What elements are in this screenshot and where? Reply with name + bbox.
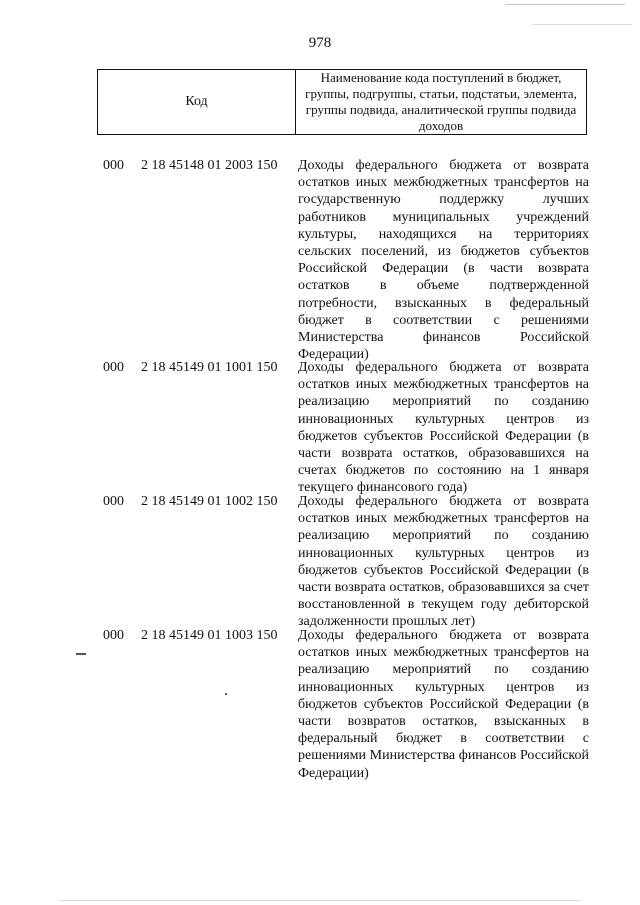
header-code-cell: Код	[98, 70, 296, 134]
admin-code: 000	[103, 494, 124, 509]
revenue-description: Доходы федерального бюджета от возврата остатков иных межбюджетных трансфертов на государственную поддержку лучших работников муниципальных учреждений культуры, находящихся на территориях сельских поселений, из бюджетов субъектов Российской Федерации (в части возврата остатков в объеме подтвержденной потребности, взысканных в федеральный бюджет в соответствии с решениями Министерства финансов Российской Федерации)	[298, 158, 589, 363]
admin-code: 000	[103, 628, 124, 643]
revenue-code: 2 18 45149 01 1003 150	[141, 628, 278, 643]
scan-edge-line	[505, 4, 625, 5]
revenue-code: 2 18 45149 01 1001 150	[141, 360, 278, 375]
revenue-code: 2 18 45148 01 2003 150	[141, 158, 278, 173]
page-number: 978	[308, 35, 332, 51]
revenue-description: Доходы федерального бюджета от возврата остатков иных межбюджетных трансфертов на реализацию мероприятий по созданию инновационных культурных центров из бюджетов субъектов Российской Федерации (в части возврата остатков, образовавшихся на счетах бюджетов по состоянию на 1 января текущего финансового года)	[298, 360, 589, 496]
admin-code: 000	[103, 360, 124, 375]
revenue-description: Доходы федерального бюджета от возврата остатков иных межбюджетных трансфертов на реализацию мероприятий по созданию инновационных культурных центров из бюджетов субъектов Российской Федерации (в части возврата остатков, образовавшихся за счет восстановленной в текущем году дебиторской задолженности прошлых лет)	[298, 494, 589, 630]
scan-mark	[76, 653, 86, 655]
scan-mark	[225, 693, 227, 695]
admin-code: 000	[103, 158, 124, 173]
scan-edge-line	[532, 24, 632, 25]
scan-edge-line	[60, 900, 580, 901]
table-header	[97, 69, 587, 135]
header-name-cell: Наименование кода поступлений в бюджет, группы, подгруппы, статьи, подстатьи, элемента, группы подвида, аналитической группы подвида доходов	[305, 70, 577, 133]
revenue-code: 2 18 45149 01 1002 150	[141, 494, 278, 509]
revenue-description: Доходы федерального бюджета от возврата остатков иных межбюджетных трансфертов на реализацию мероприятий по созданию инновационных культурных центров из бюджетов субъектов Российской Федерации (в части возвратов остатков, взысканных в федеральный бюджет в соответствии с решениями Министерства финансов Российской Федерации)	[298, 628, 589, 781]
